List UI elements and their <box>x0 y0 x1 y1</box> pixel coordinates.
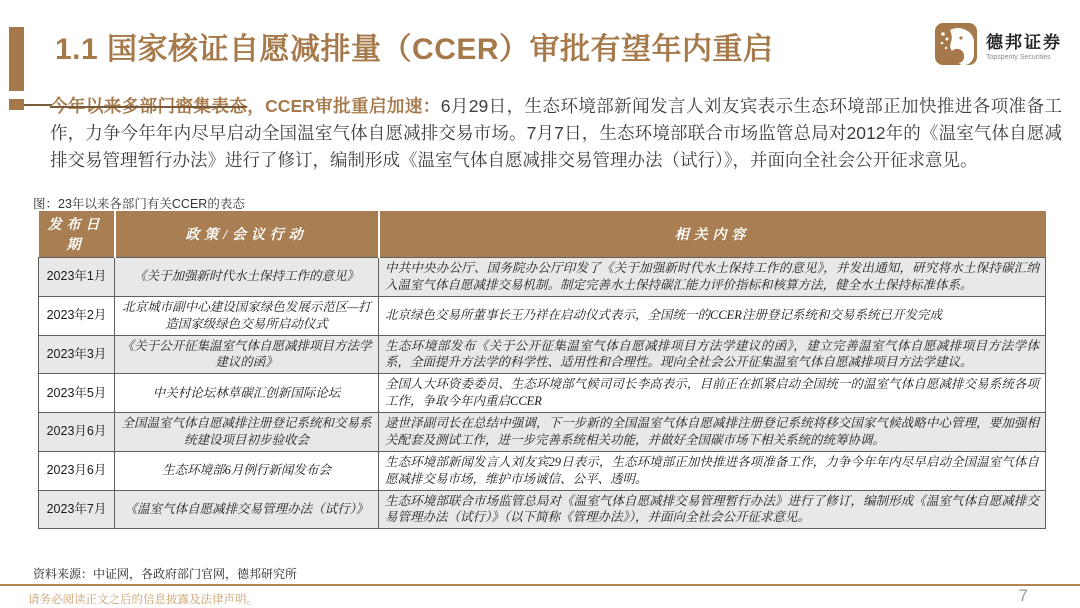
cell-content: 逯世泽副司长在总结中强调，下一步新的全国温室气体自愿减排注册登记系统将移交国家气候战略中心管理，要加强相关配套及测试工作，进一步完善系统相关功能，并做好全国碳市场下相关系统的统筹协调。 <box>379 413 1046 452</box>
cell-action: 《关于加强新时代水土保持工作的意见》 <box>115 258 379 297</box>
brand-name-en: Topsperity Securities <box>986 53 1051 61</box>
title-accent-bar <box>9 27 24 91</box>
table-row <box>39 374 1046 413</box>
brand-logo <box>934 22 1062 66</box>
cell-content: 生态环境部发布《关于公开征集温室气体自愿减排项目方法学建议的函》，建立完善温室气体自愿减排项目方法学体系，全面提升方法学的科学性、适用性和合理性。现向全社会公开征集温室气体自愿减排项目方法学建议。 <box>379 335 1046 374</box>
cell-date: 2023年5月 <box>39 374 115 413</box>
table-body <box>39 258 1046 529</box>
cell-date: 2023月6月 <box>39 413 115 452</box>
cell-action: 北京城市副中心建设国家绿色发展示范区—打造国家级绿色交易所启动仪式 <box>115 296 379 335</box>
cell-action: 生态环境部6月例行新闻发布会 <box>115 451 379 490</box>
cell-content: 北京绿色交易所董事长王乃祥在启动仪式表示，全国统一的CCER注册登记系统和交易系统已开发完成 <box>379 296 1046 335</box>
page-title: 1.1 国家核证自愿减排量（CCER）审批有望年内重启 <box>55 33 774 66</box>
leopard-icon <box>934 22 978 66</box>
table-caption: 图：23年以来各部门有关CCER的表态 <box>33 197 245 211</box>
cell-date: 2023月6月 <box>39 451 115 490</box>
table-row <box>39 296 1046 335</box>
table-row <box>39 490 1046 529</box>
table-row <box>39 413 1046 452</box>
cell-content: 中共中央办公厅、国务院办公厅印发了《关于加强新时代水土保持工作的意见》，并发出通知，研究将水土保持碳汇纳入温室气体自愿减排交易机制。制定完善水土保持碳汇能力评价指标和核算方法，健全水土保持标准体系。 <box>379 258 1046 297</box>
column-header-date: 发布日期 <box>39 211 115 258</box>
column-header-content: 相关内容 <box>379 211 1046 258</box>
cell-date: 2023年2月 <box>39 296 115 335</box>
cell-action: 《关于公开征集温室气体自愿减排项目方法学建议的函》 <box>115 335 379 374</box>
cell-content: 全国人大环资委委员、生态环境部气候司司长李高表示，目前正在抓紧启动全国统一的温室气体自愿减排交易系统各项工作，争取今年内重启CCER <box>379 374 1046 413</box>
bullet-dash-line <box>24 104 52 106</box>
table-row <box>39 451 1046 490</box>
cell-date: 2023年3月 <box>39 335 115 374</box>
brand-text <box>986 28 1062 61</box>
cell-action: 全国温室气体自愿减排注册登记系统和交易系统建设项目初步验收会 <box>115 413 379 452</box>
source-note: 资料来源：中证网，各政府部门官网，德邦研究所 <box>33 567 298 581</box>
ccer-statements-table <box>38 211 1046 529</box>
table-row <box>39 258 1046 297</box>
page-number: 7 <box>1018 586 1028 605</box>
cell-action: 《温室气体自愿减排交易管理办法（试行）》 <box>115 490 379 529</box>
cell-date: 2023年7月 <box>39 490 115 529</box>
summary-body: 6月29日，生态环境部新闻发言人刘友宾表示生态环境部正加快推进各项准备工作，力争今年年内尽早启动全国温室气体自愿减排交易市场。7月7日，生态环境部联合市场监管总局对2012年的《温室气体自愿减排交易管理暂行办法》进行了修订，编制形成《温室气体自愿减排交易管理办法（试行）》，并面向全社会公开征求意见。 <box>50 96 1062 170</box>
summary-lead: ，CCER审批重启加速： <box>247 96 441 116</box>
table-row <box>39 335 1046 374</box>
column-header-action: 政策/会议行动 <box>115 211 379 258</box>
bullet-square-marker <box>9 99 24 110</box>
footer-divider <box>0 584 1080 586</box>
brand-name-cn: 德邦证券 <box>986 32 1062 52</box>
footer-disclaimer: 请务必阅读正文之后的信息披露及法律声明。 <box>28 594 258 606</box>
summary-paragraph <box>50 93 1062 173</box>
table-header <box>39 211 1046 258</box>
cell-date: 2023年1月 <box>39 258 115 297</box>
cell-content: 生态环境部新闻发言人刘友宾29日表示，生态环境部正加快推进各项准备工作，力争今年年内尽早启动全国温室气体自愿减排交易市场，维护市场诚信、公平、透明。 <box>379 451 1046 490</box>
cell-content: 生态环境部联合市场监管总局对《温室气体自愿减排交易管理暂行办法》进行了修订，编制形成《温室气体自愿减排交易管理办法（试行）》（以下简称《管理办法》），并面向全社会公开征求意见。 <box>379 490 1046 529</box>
cell-action: 中关村论坛林草碳汇创新国际论坛 <box>115 374 379 413</box>
summary-lead-struck: 今年以来多部门密集表态 <box>50 96 248 116</box>
